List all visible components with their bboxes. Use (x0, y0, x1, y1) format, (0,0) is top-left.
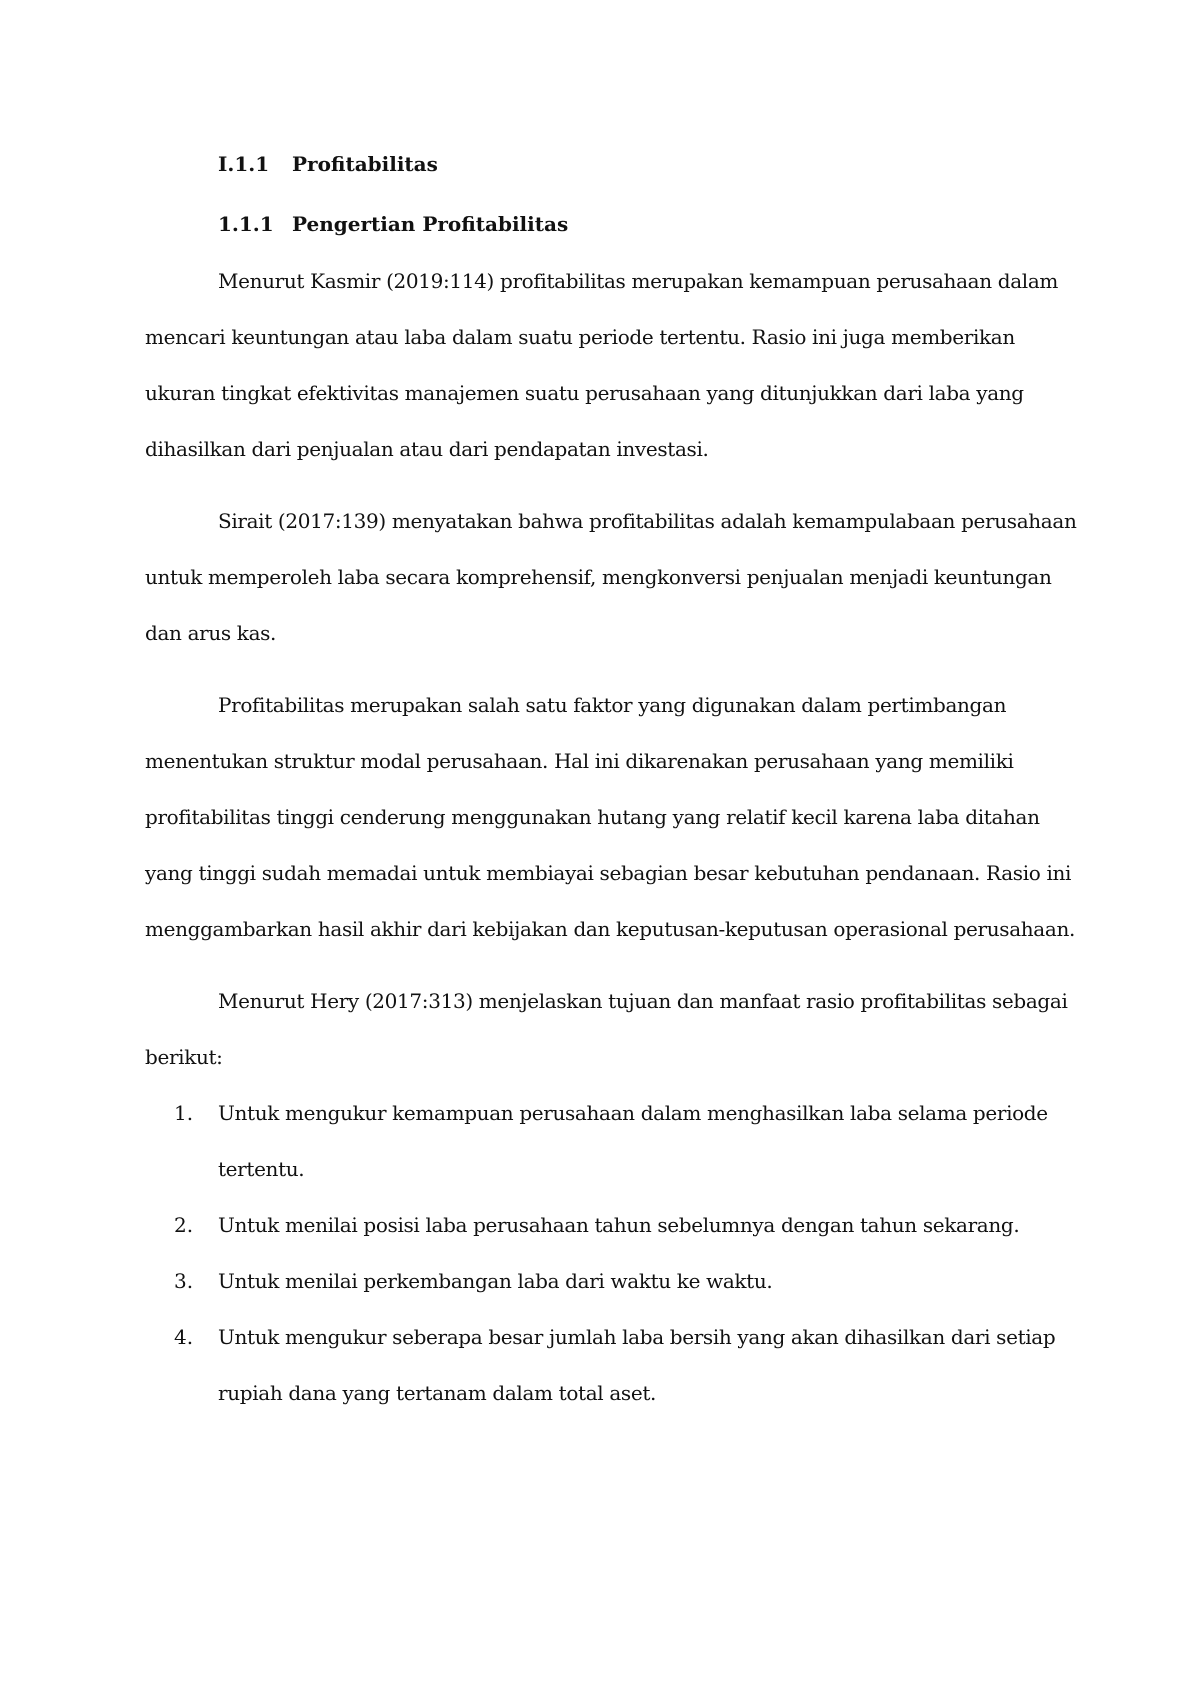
section-heading (218, 152, 438, 176)
subsection-heading (218, 212, 568, 236)
section-number: I.1.1 (218, 152, 270, 176)
paragraph-3-line-3: profitabilitas tinggi cenderung menggunakan hutang yang relatif kecil karena laba ditahan (145, 805, 1040, 829)
paragraph-2-line-3: dan arus kas. (145, 621, 277, 645)
section-title: Profitabilitas (292, 152, 438, 176)
paragraph-2-line-2: untuk memperoleh laba secara komprehensif, mengkonversi penjualan menjadi keuntungan (145, 565, 1052, 589)
list-item-3-number: 3. (174, 1269, 194, 1293)
paragraph-4-line-1: Menurut Hery (2017:313) menjelaskan tujuan dan manfaat rasio profitabilitas sebagai (218, 989, 1068, 1013)
paragraph-2-line-1: Sirait (2017:139) menyatakan bahwa profitabilitas adalah kemampulabaan perusahaan (218, 509, 1077, 533)
list-item-3-line-1: Untuk menilai perkembangan laba dari waktu ke waktu. (218, 1269, 773, 1293)
paragraph-1-line-2: mencari keuntungan atau laba dalam suatu periode tertentu. Rasio ini juga memberikan (145, 325, 1015, 349)
list-item-2-number: 2. (174, 1213, 194, 1237)
list-item-4-line-1: Untuk mengukur seberapa besar jumlah laba bersih yang akan dihasilkan dari setiap (218, 1325, 1056, 1349)
paragraph-3-line-2: menentukan struktur modal perusahaan. Hal ini dikarenakan perusahaan yang memiliki (145, 749, 1014, 773)
paragraph-1-line-1: Menurut Kasmir (2019:114) profitabilitas merupakan kemampuan perusahaan dalam (218, 269, 1059, 293)
list-item-4-number: 4. (174, 1325, 194, 1349)
subsection-title: Pengertian Profitabilitas (292, 212, 569, 236)
list-item-1-line-1: Untuk mengukur kemampuan perusahaan dalam menghasilkan laba selama periode (218, 1101, 1048, 1125)
paragraph-3-line-1: Profitabilitas merupakan salah satu faktor yang digunakan dalam pertimbangan (218, 693, 1007, 717)
paragraph-3-line-5: menggambarkan hasil akhir dari kebijakan dan keputusan-keputusan operasional perusahaan. (145, 917, 1075, 941)
list-item-1-line-2: tertentu. (218, 1157, 305, 1181)
paragraph-4-line-2: berikut: (145, 1045, 223, 1069)
paragraph-3-line-4: yang tinggi sudah memadai untuk membiayai sebagian besar kebutuhan pendanaan. Rasio ini (145, 861, 1072, 885)
subsection-number: 1.1.1 (218, 212, 274, 236)
paragraph-1-line-4: dihasilkan dari penjualan atau dari pendapatan investasi. (145, 437, 709, 461)
list-item-2-line-1: Untuk menilai posisi laba perusahaan tahun sebelumnya dengan tahun sekarang. (218, 1213, 1020, 1237)
list-item-4-line-2: rupiah dana yang tertanam dalam total aset. (218, 1381, 657, 1405)
paragraph-1-line-3: ukuran tingkat efektivitas manajemen suatu perusahaan yang ditunjukkan dari laba yang (145, 381, 1024, 405)
list-item-1-number: 1. (174, 1101, 194, 1125)
